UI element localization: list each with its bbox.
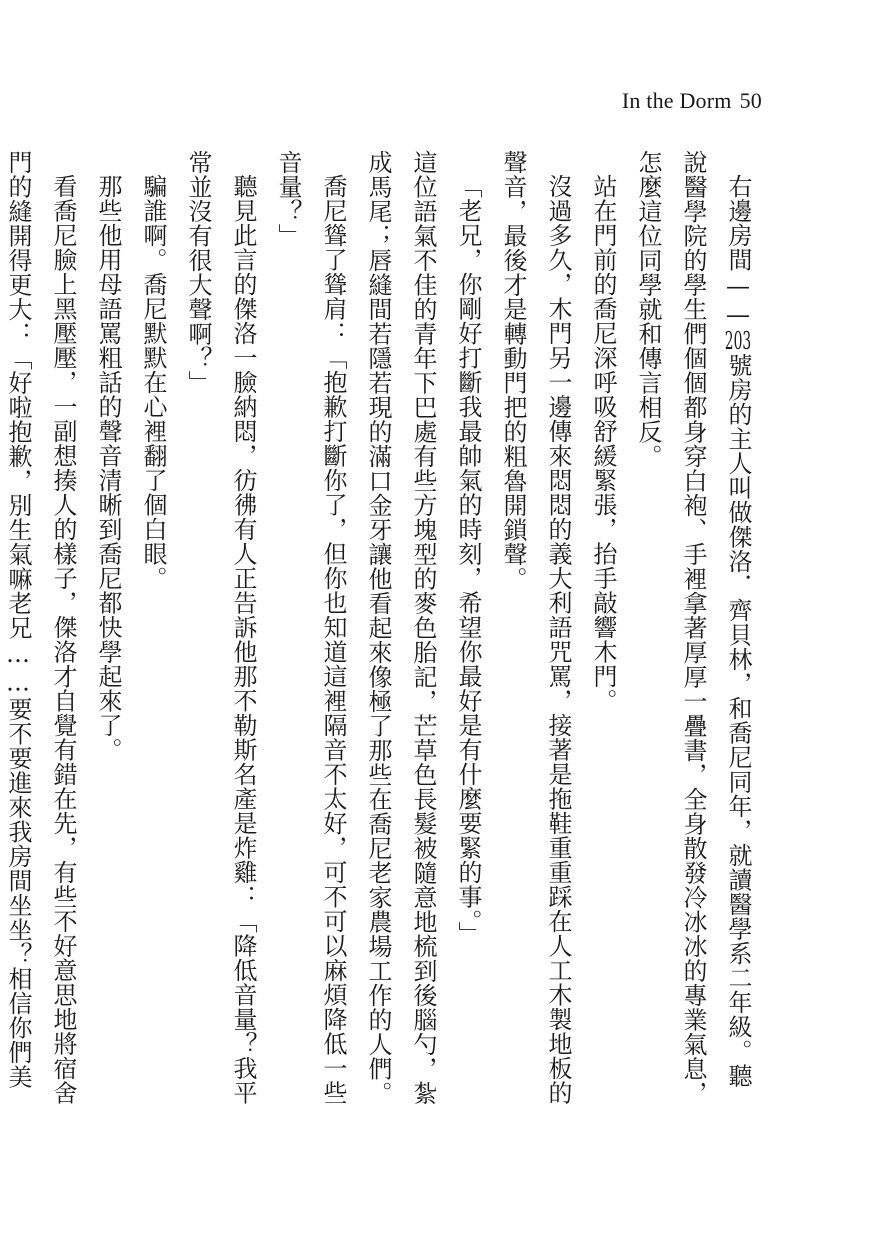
paragraph: 站在門前的喬尼深呼吸舒緩緊張，抬手敲響木門。 xyxy=(589,174,617,713)
paragraph: 「老兄，你剛好打斷我最帥氣的時刻，希望你最好是有什麼要緊的事。」 xyxy=(454,174,482,946)
paragraph xyxy=(625,150,760,1110)
paragraph: 那些他用母語罵粗話的聲音清晰到喬尼都快學起來了。 xyxy=(94,174,122,762)
body-text xyxy=(0,150,760,1110)
paragraph-text: 右邊房間—— xyxy=(724,174,752,329)
paragraph: 喬尼聳了聳肩：「抱歉打斷你了，但你也知道這裡隔音不太好，可不可以麻煩降低一些音量？」 xyxy=(274,150,347,1105)
paragraph: 看喬尼臉上黑壓壓，一副想揍人的樣子，傑洛才自覺有錯在先，有些不好意思地將宿舍門的縫開得更大：「好啦抱歉，別生氣嘛老兄……要不要進來我房間坐坐？相信你們美 xyxy=(4,150,77,1105)
room-number: 203 xyxy=(724,329,752,353)
running-header xyxy=(622,88,762,114)
paragraph: 騙誰啊。喬尼默默在心裡翻了個白眼。 xyxy=(139,174,167,591)
paragraph: 聽見此言的傑洛一臉納悶，彷彿有人正告訴他那不勒斯名產是炸雞：「降低音量？我平常並沒有很大聲啊？」 xyxy=(184,150,257,1105)
book-title: In the Dorm xyxy=(621,88,732,113)
paragraph-text: 號房的主人叫做傑洛．齊貝林，和喬尼同年，就讀醫學系二年級。聽說醫學院的學生們個個都身穿白袍、手裡拿著厚厚一疊書，全身散發冷冰冰的專業氣息，怎麼這位同學就和傳言相反。 xyxy=(634,150,752,1106)
paragraph: 沒過多久，木門另一邊傳來悶悶的義大利語咒罵，接著是拖鞋重重踩在人工木製地板的聲音，最後才是轉動門把的粗魯開鎖聲。 xyxy=(499,150,572,1105)
page-number: 50 xyxy=(739,88,762,113)
paragraph: 這位語氣不佳的青年下巴處有些方塊型的麥色胎記，芒草色長髮被隨意地梳到後腦勺，紮成馬尾；唇縫間若隱若現的滿口金牙讓他看起來像極了那些在喬尼老家農場工作的人們。 xyxy=(364,150,437,1106)
